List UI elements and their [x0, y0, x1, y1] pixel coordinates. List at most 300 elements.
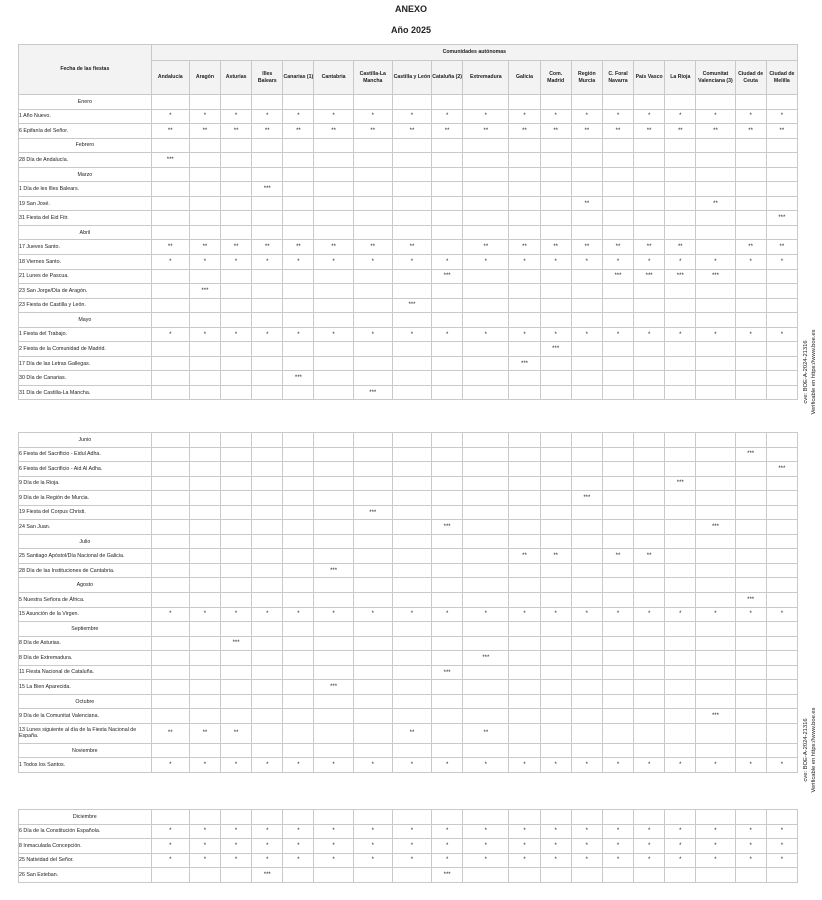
holiday-mark-cell — [151, 563, 189, 578]
empty-cell — [571, 694, 602, 709]
holiday-mark-cell: * — [634, 109, 665, 124]
holiday-mark-cell — [314, 476, 353, 491]
holiday-mark-cell — [283, 447, 314, 462]
holiday-mark-cell: * — [221, 327, 252, 342]
holiday-mark-cell — [252, 651, 283, 666]
holiday-mark-cell — [571, 665, 602, 680]
holiday-mark-cell — [314, 505, 353, 520]
holiday-mark-cell — [766, 153, 797, 168]
holiday-mark-cell — [151, 371, 189, 386]
holiday-mark-cell — [189, 153, 220, 168]
holiday-mark-cell: *** — [634, 269, 665, 284]
holiday-label: 28 Día de Andalucía. — [19, 153, 152, 168]
holiday-mark-cell: * — [189, 839, 220, 854]
holiday-mark-cell — [353, 476, 392, 491]
empty-cell — [283, 694, 314, 709]
empty-cell — [540, 810, 571, 825]
holiday-mark-cell — [314, 211, 353, 226]
holiday-mark-cell — [432, 356, 463, 371]
holiday-mark-cell — [571, 284, 602, 299]
holiday-mark-cell: ** — [151, 240, 189, 255]
holiday-mark-cell: * — [463, 824, 509, 839]
empty-cell — [392, 534, 431, 549]
holiday-mark-cell — [151, 520, 189, 535]
holiday-mark-cell: * — [432, 839, 463, 854]
month-row — [19, 743, 798, 758]
holiday-mark-cell — [463, 868, 509, 883]
empty-cell — [221, 433, 252, 448]
holiday-mark-cell — [353, 211, 392, 226]
holiday-mark-cell — [540, 709, 571, 724]
holiday-mark-cell — [221, 196, 252, 211]
holiday-mark-cell: ** — [766, 124, 797, 139]
empty-cell — [540, 743, 571, 758]
holiday-mark-cell — [463, 505, 509, 520]
holiday-mark-cell — [252, 505, 283, 520]
holiday-mark-cell — [432, 447, 463, 462]
empty-cell — [540, 225, 571, 240]
month-row — [19, 433, 798, 448]
region-header: Ciudad de Melilla — [766, 61, 797, 95]
holiday-mark-cell — [634, 680, 665, 695]
empty-cell — [509, 622, 540, 637]
empty-cell — [571, 810, 602, 825]
empty-cell — [392, 743, 431, 758]
holiday-mark-cell — [392, 593, 431, 608]
holiday-mark-cell — [463, 665, 509, 680]
holiday-mark-cell — [571, 153, 602, 168]
month-label: Enero — [19, 95, 152, 110]
holiday-mark-cell — [696, 868, 735, 883]
holiday-mark-cell — [189, 182, 220, 197]
holiday-mark-cell: * — [509, 853, 540, 868]
holiday-row — [19, 520, 798, 535]
holiday-label: 9 Día de la Rioja. — [19, 476, 152, 491]
holiday-mark-cell — [571, 476, 602, 491]
empty-cell — [766, 167, 797, 182]
holiday-mark-cell: * — [252, 255, 283, 270]
month-label: Noviembre — [19, 743, 152, 758]
holiday-mark-cell: * — [189, 853, 220, 868]
holiday-mark-cell: * — [766, 853, 797, 868]
empty-cell — [766, 694, 797, 709]
holiday-mark-cell — [509, 385, 540, 400]
holiday-mark-cell — [189, 462, 220, 477]
holiday-row — [19, 356, 798, 371]
holiday-mark-cell — [353, 680, 392, 695]
holiday-mark-cell — [509, 211, 540, 226]
holiday-mark-cell: *** — [353, 385, 392, 400]
holiday-mark-cell — [509, 462, 540, 477]
holiday-mark-cell — [696, 462, 735, 477]
holiday-mark-cell — [314, 593, 353, 608]
empty-cell — [509, 694, 540, 709]
empty-cell — [151, 534, 189, 549]
holiday-mark-cell — [189, 196, 220, 211]
holiday-mark-cell — [353, 665, 392, 680]
holiday-mark-cell: ** — [314, 240, 353, 255]
region-header: País Vasco — [634, 61, 665, 95]
empty-cell — [634, 167, 665, 182]
holiday-mark-cell: ** — [189, 124, 220, 139]
holiday-mark-cell — [151, 385, 189, 400]
holiday-mark-cell — [392, 563, 431, 578]
region-header: Galicia — [509, 61, 540, 95]
holiday-label: 23 San Jorge/Día de Aragón. — [19, 284, 152, 299]
holiday-label: 6 Día de la Constitución Española. — [19, 824, 152, 839]
holiday-mark-cell — [353, 462, 392, 477]
empty-cell — [392, 138, 431, 153]
holiday-mark-cell — [735, 298, 766, 313]
holiday-mark-cell — [696, 491, 735, 506]
empty-cell — [766, 313, 797, 328]
holiday-mark-cell — [696, 636, 735, 651]
holiday-mark-cell: * — [283, 853, 314, 868]
empty-cell — [353, 622, 392, 637]
holiday-mark-cell — [392, 342, 431, 357]
month-label: Mayo — [19, 313, 152, 328]
empty-cell — [221, 534, 252, 549]
empty-cell — [151, 138, 189, 153]
empty-cell — [252, 622, 283, 637]
holiday-mark-cell: * — [571, 607, 602, 622]
holiday-mark-cell — [602, 211, 633, 226]
holiday-mark-cell: * — [189, 109, 220, 124]
holiday-mark-cell — [283, 651, 314, 666]
holiday-label: 2 Fiesta de la Comunidad de Madrid. — [19, 342, 152, 357]
holiday-mark-cell — [432, 211, 463, 226]
holiday-mark-cell — [540, 356, 571, 371]
empty-cell — [283, 95, 314, 110]
holiday-mark-cell: * — [634, 327, 665, 342]
empty-cell — [283, 810, 314, 825]
holiday-mark-cell — [766, 196, 797, 211]
holiday-mark-cell — [509, 269, 540, 284]
holiday-mark-cell: * — [735, 853, 766, 868]
holiday-mark-cell — [432, 636, 463, 651]
holiday-mark-cell: ** — [540, 549, 571, 564]
holiday-mark-cell — [509, 491, 540, 506]
empty-cell — [463, 578, 509, 593]
holiday-mark-cell — [735, 476, 766, 491]
holiday-mark-cell: * — [463, 839, 509, 854]
holiday-mark-cell — [432, 563, 463, 578]
empty-cell — [665, 810, 696, 825]
month-label: Febrero — [19, 138, 152, 153]
holiday-mark-cell — [540, 491, 571, 506]
holiday-mark-cell — [392, 211, 431, 226]
region-header: Asturias — [221, 61, 252, 95]
empty-cell — [353, 810, 392, 825]
holiday-mark-cell — [432, 651, 463, 666]
holiday-mark-cell: ** — [283, 124, 314, 139]
empty-cell — [221, 167, 252, 182]
holiday-mark-cell: * — [151, 327, 189, 342]
holiday-mark-cell: *** — [571, 491, 602, 506]
empty-cell — [463, 622, 509, 637]
holiday-mark-cell — [221, 462, 252, 477]
region-header: C. Foral Navarra — [602, 61, 633, 95]
empty-cell — [735, 225, 766, 240]
holiday-mark-cell — [432, 371, 463, 386]
holiday-mark-cell: ** — [189, 723, 220, 743]
holiday-mark-cell — [353, 356, 392, 371]
empty-cell — [283, 622, 314, 637]
holiday-mark-cell — [766, 491, 797, 506]
holiday-mark-cell: * — [766, 824, 797, 839]
holiday-mark-cell: * — [314, 824, 353, 839]
empty-cell — [151, 622, 189, 637]
holiday-mark-cell — [735, 385, 766, 400]
holiday-row — [19, 593, 798, 608]
holiday-mark-cell — [252, 447, 283, 462]
holiday-mark-cell — [696, 665, 735, 680]
holiday-mark-cell — [252, 476, 283, 491]
holiday-mark-cell — [432, 240, 463, 255]
holiday-mark-cell — [463, 709, 509, 724]
holiday-mark-cell — [540, 476, 571, 491]
holiday-mark-cell — [283, 284, 314, 299]
holiday-mark-cell — [634, 593, 665, 608]
holiday-mark-cell — [221, 665, 252, 680]
empty-cell — [221, 743, 252, 758]
holiday-mark-cell — [602, 342, 633, 357]
holiday-mark-cell: * — [665, 824, 696, 839]
holiday-mark-cell — [665, 593, 696, 608]
holiday-mark-cell: * — [540, 758, 571, 773]
holiday-mark-cell: *** — [432, 868, 463, 883]
empty-cell — [463, 433, 509, 448]
holiday-mark-cell — [766, 356, 797, 371]
holiday-mark-cell — [283, 476, 314, 491]
empty-cell — [571, 534, 602, 549]
holiday-mark-cell — [189, 298, 220, 313]
holiday-mark-cell — [432, 709, 463, 724]
holiday-mark-cell — [151, 709, 189, 724]
empty-cell — [189, 225, 220, 240]
holiday-mark-cell — [353, 636, 392, 651]
holiday-mark-cell: *** — [432, 665, 463, 680]
holiday-mark-cell — [634, 447, 665, 462]
holiday-mark-cell: ** — [314, 124, 353, 139]
holiday-mark-cell — [221, 868, 252, 883]
holiday-row — [19, 636, 798, 651]
empty-cell — [735, 622, 766, 637]
holiday-label: 5 Nuestra Señora de África. — [19, 593, 152, 608]
holiday-mark-cell — [571, 269, 602, 284]
holiday-mark-cell — [665, 196, 696, 211]
holiday-mark-cell: * — [392, 607, 431, 622]
holiday-mark-cell — [314, 298, 353, 313]
empty-cell — [189, 534, 220, 549]
empty-cell — [766, 433, 797, 448]
holiday-mark-cell — [463, 680, 509, 695]
holiday-mark-cell — [634, 298, 665, 313]
holiday-row — [19, 298, 798, 313]
holiday-label: 19 San José. — [19, 196, 152, 211]
holiday-mark-cell: ** — [221, 723, 252, 743]
holiday-mark-cell — [392, 284, 431, 299]
holiday-mark-cell — [602, 680, 633, 695]
empty-cell — [634, 534, 665, 549]
holiday-mark-cell: * — [696, 824, 735, 839]
holiday-label: 8 Día de Extremadura. — [19, 651, 152, 666]
empty-cell — [602, 694, 633, 709]
holiday-row — [19, 447, 798, 462]
holiday-mark-cell: * — [314, 758, 353, 773]
holiday-mark-cell — [735, 549, 766, 564]
empty-cell — [314, 138, 353, 153]
holiday-mark-cell: *** — [189, 284, 220, 299]
month-row — [19, 694, 798, 709]
holiday-mark-cell — [634, 476, 665, 491]
holiday-mark-cell: ** — [634, 549, 665, 564]
holiday-mark-cell — [392, 868, 431, 883]
holiday-mark-cell — [353, 593, 392, 608]
holiday-mark-cell — [314, 342, 353, 357]
holiday-mark-cell — [283, 342, 314, 357]
empty-cell — [540, 694, 571, 709]
holiday-mark-cell — [602, 505, 633, 520]
holiday-mark-cell: *** — [353, 505, 392, 520]
holidays-table-part-3 — [18, 809, 798, 883]
empty-cell — [314, 743, 353, 758]
holiday-mark-cell — [509, 447, 540, 462]
holiday-mark-cell — [252, 269, 283, 284]
empty-cell — [540, 313, 571, 328]
holiday-mark-cell: * — [151, 853, 189, 868]
holiday-mark-cell: * — [696, 327, 735, 342]
holiday-mark-cell: * — [353, 255, 392, 270]
holiday-label: 31 Fiesta del Eid Fitr. — [19, 211, 152, 226]
holiday-mark-cell — [602, 182, 633, 197]
month-label: Septiembre — [19, 622, 152, 637]
holiday-mark-cell: * — [353, 853, 392, 868]
holiday-mark-cell: * — [735, 839, 766, 854]
holiday-mark-cell: * — [571, 255, 602, 270]
holiday-mark-cell — [252, 709, 283, 724]
empty-cell — [314, 810, 353, 825]
empty-cell — [634, 743, 665, 758]
empty-cell — [735, 810, 766, 825]
holiday-mark-cell — [602, 298, 633, 313]
holidays-table-part-1 — [18, 44, 798, 400]
holiday-mark-cell: * — [252, 839, 283, 854]
holiday-mark-cell — [151, 196, 189, 211]
holiday-mark-cell — [353, 182, 392, 197]
empty-cell — [602, 810, 633, 825]
holiday-mark-cell — [353, 196, 392, 211]
holiday-mark-cell — [432, 298, 463, 313]
holiday-mark-cell — [283, 709, 314, 724]
holiday-mark-cell — [602, 284, 633, 299]
cve-code: cve: BOE-A-2024-21316 — [803, 718, 809, 782]
empty-cell — [571, 225, 602, 240]
holiday-mark-cell — [221, 651, 252, 666]
holiday-mark-cell: * — [221, 607, 252, 622]
holiday-mark-cell: * — [735, 824, 766, 839]
holiday-mark-cell: ** — [151, 723, 189, 743]
holiday-mark-cell — [665, 153, 696, 168]
month-row — [19, 225, 798, 240]
holiday-mark-cell — [353, 723, 392, 743]
holiday-mark-cell — [540, 182, 571, 197]
holiday-mark-cell — [634, 371, 665, 386]
holiday-mark-cell — [540, 371, 571, 386]
holiday-mark-cell — [766, 868, 797, 883]
holiday-mark-cell: *** — [735, 447, 766, 462]
region-header: Andalucía — [151, 61, 189, 95]
holiday-mark-cell: * — [151, 758, 189, 773]
empty-cell — [634, 138, 665, 153]
holiday-mark-cell — [314, 284, 353, 299]
holiday-mark-cell — [221, 593, 252, 608]
holiday-mark-cell — [189, 665, 220, 680]
holiday-mark-cell — [696, 680, 735, 695]
holiday-mark-cell — [665, 665, 696, 680]
verification-url: Verificable en https://www.boe.es — [810, 329, 817, 415]
holiday-mark-cell — [735, 462, 766, 477]
holiday-mark-cell — [353, 269, 392, 284]
holiday-label: 15 La Bien Aparecida. — [19, 680, 152, 695]
empty-cell — [314, 578, 353, 593]
holiday-mark-cell — [602, 868, 633, 883]
holiday-row — [19, 342, 798, 357]
empty-cell — [221, 810, 252, 825]
empty-cell — [665, 534, 696, 549]
holiday-label: 6 Epifanía del Señor. — [19, 124, 152, 139]
cve-code: cve: BOE-A-2024-21316 — [803, 340, 809, 404]
empty-cell — [189, 810, 220, 825]
holiday-row — [19, 182, 798, 197]
holiday-mark-cell — [696, 182, 735, 197]
holiday-mark-cell: * — [766, 607, 797, 622]
holiday-mark-cell — [189, 549, 220, 564]
holiday-row — [19, 607, 798, 622]
empty-cell — [509, 810, 540, 825]
holiday-mark-cell — [189, 520, 220, 535]
holiday-mark-cell — [696, 298, 735, 313]
empty-cell — [432, 95, 463, 110]
empty-cell — [392, 167, 431, 182]
empty-cell — [665, 694, 696, 709]
holiday-mark-cell — [634, 665, 665, 680]
holiday-mark-cell: ** — [602, 124, 633, 139]
holiday-mark-cell — [665, 520, 696, 535]
empty-cell — [151, 810, 189, 825]
empty-cell — [432, 138, 463, 153]
holiday-mark-cell — [540, 636, 571, 651]
holiday-mark-cell: * — [540, 327, 571, 342]
holiday-mark-cell — [571, 462, 602, 477]
holiday-mark-cell: * — [392, 824, 431, 839]
empty-cell — [634, 578, 665, 593]
holiday-mark-cell — [221, 182, 252, 197]
holiday-row — [19, 211, 798, 226]
holiday-mark-cell: * — [571, 839, 602, 854]
holiday-mark-cell — [151, 665, 189, 680]
holiday-mark-cell — [540, 196, 571, 211]
empty-cell — [735, 138, 766, 153]
empty-cell — [766, 622, 797, 637]
holiday-mark-cell — [283, 385, 314, 400]
empty-cell — [766, 743, 797, 758]
holiday-mark-cell: * — [221, 824, 252, 839]
empty-cell — [696, 622, 735, 637]
holiday-mark-cell — [314, 462, 353, 477]
holiday-mark-cell — [766, 680, 797, 695]
empty-cell — [571, 743, 602, 758]
